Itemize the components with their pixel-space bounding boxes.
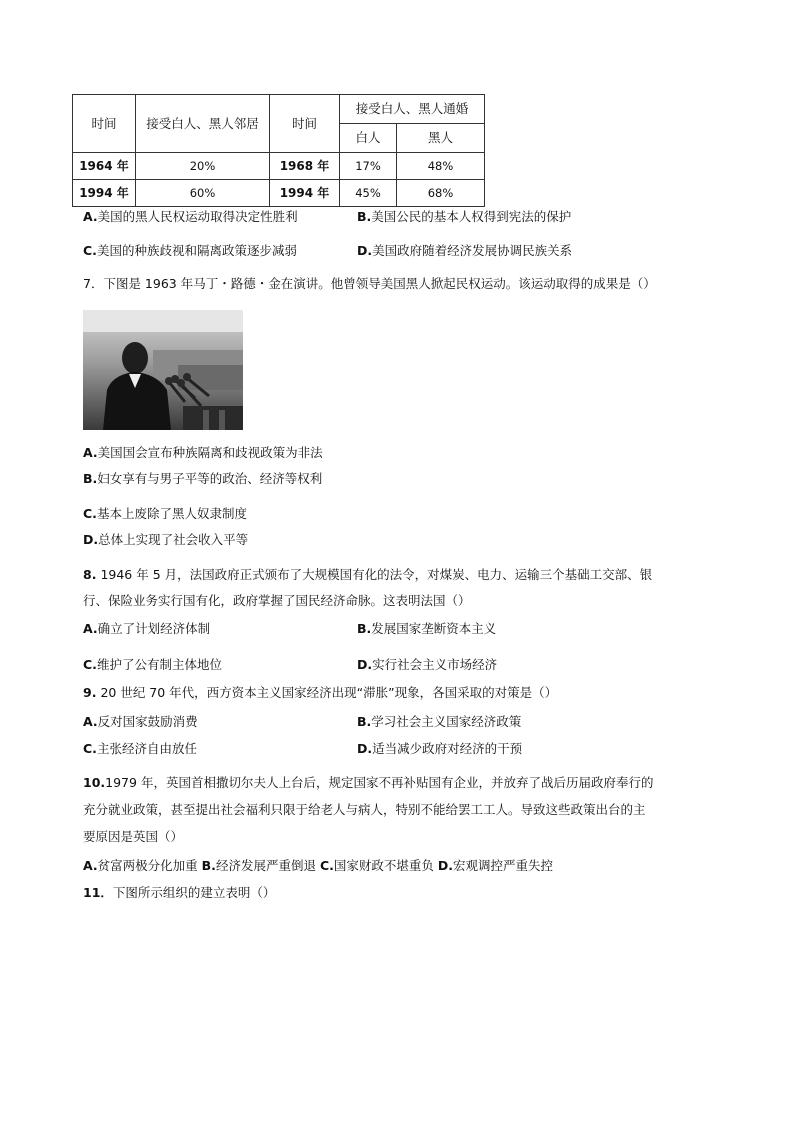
q7-option-a: A.美国国会宣布种族隔离和歧视政策为非法 xyxy=(83,445,323,460)
cell-white: 45% xyxy=(340,180,397,207)
q6-option-c: C.美国的种族歧视和隔离政策逐步减弱 xyxy=(83,243,297,258)
q9-stem: 9. 20 世纪 70 年代，西方资本主义国家经济出现“滞胀”现象，各国采取的对策是（） xyxy=(83,685,558,700)
cell-year: 1994 年 xyxy=(270,180,340,207)
q9-option-d: D.适当减少政府对经济的干预 xyxy=(357,741,523,756)
header-marriage: 接受白人、黑人通婚 xyxy=(340,95,485,124)
photo-illustration xyxy=(83,310,243,430)
cell-neighbor: 20% xyxy=(136,153,270,180)
q9-option-c: C.主张经济自由放任 xyxy=(83,741,197,756)
q6-option-d: D.美国政府随着经济发展协调民族关系 xyxy=(357,243,573,258)
q10-stem-line-3: 要原因是英国（） xyxy=(83,829,184,844)
header-time: 时间 xyxy=(73,95,136,153)
q10-stem-line-1: 10.1979 年，英国首相撒切尔夫人上台后，规定国家不再补贴国有企业，并放弃了战后历届政府奉行的 xyxy=(83,775,654,790)
q7-stem: 7．下图是 1963 年马丁・路德・金在演讲。他曾领导美国黑人掀起民权运动。该运动取得的成果是（） xyxy=(83,276,656,291)
q9-option-b: B.学习社会主义国家经济政策 xyxy=(357,714,522,729)
subheader-white: 白人 xyxy=(340,124,397,153)
q11-stem: 11．下图所示组织的建立表明（） xyxy=(83,885,276,900)
q9-option-a: A.反对国家鼓励消费 xyxy=(83,714,198,729)
q6-option-a: A.美国的黑人民权运动取得决定性胜利 xyxy=(83,209,298,224)
q8-stem-line-1: 8. 1946 年 5 月，法国政府正式颁布了大规模国有化的法令，对煤炭、电力、运输三个基础工交部、银 xyxy=(83,567,653,582)
mlk-speech-photo xyxy=(83,310,243,430)
table-header-row xyxy=(73,95,485,124)
cell-year: 1994 年 xyxy=(73,180,136,207)
q10-stem-line-2: 充分就业政策，甚至提出社会福利只限于给老人与病人，特别不能给罢工工人。导致这些政策出台的主 xyxy=(83,802,646,817)
header-neighbor: 接受白人、黑人邻居 xyxy=(136,95,270,153)
cell-year: 1964 年 xyxy=(73,153,136,180)
q8-stem-line-2: 行、保险业务实行国有化，政府掌握了国民经济命脉。这表明法国（） xyxy=(83,593,471,608)
cell-black: 48% xyxy=(397,153,485,180)
q7-option-b: B.妇女享有与男子平等的政治、经济等权利 xyxy=(83,471,323,486)
q10-options: A.贫富两极分化加重 B.经济发展严重倒退 C.国家财政不堪重负 D.宏观调控严重失控 xyxy=(83,858,554,873)
survey-table xyxy=(72,94,485,207)
subheader-black: 黑人 xyxy=(397,124,485,153)
q8-option-b: B.发展国家垄断资本主义 xyxy=(357,621,497,636)
cell-year: 1968 年 xyxy=(270,153,340,180)
q7-option-d: D.总体上实现了社会收入平等 xyxy=(83,532,249,547)
q6-option-b: B.美国公民的基本人权得到宪法的保护 xyxy=(357,209,572,224)
cell-neighbor: 60% xyxy=(136,180,270,207)
q8-option-a: A.确立了计划经济体制 xyxy=(83,621,211,636)
q8-option-d: D.实行社会主义市场经济 xyxy=(357,657,498,672)
q7-option-c: C.基本上废除了黑人奴隶制度 xyxy=(83,506,247,521)
table-row xyxy=(73,180,485,207)
table-row xyxy=(73,153,485,180)
cell-white: 17% xyxy=(340,153,397,180)
q8-option-c: C.维护了公有制主体地位 xyxy=(83,657,222,672)
cell-black: 68% xyxy=(397,180,485,207)
header-time-2: 时间 xyxy=(270,95,340,153)
